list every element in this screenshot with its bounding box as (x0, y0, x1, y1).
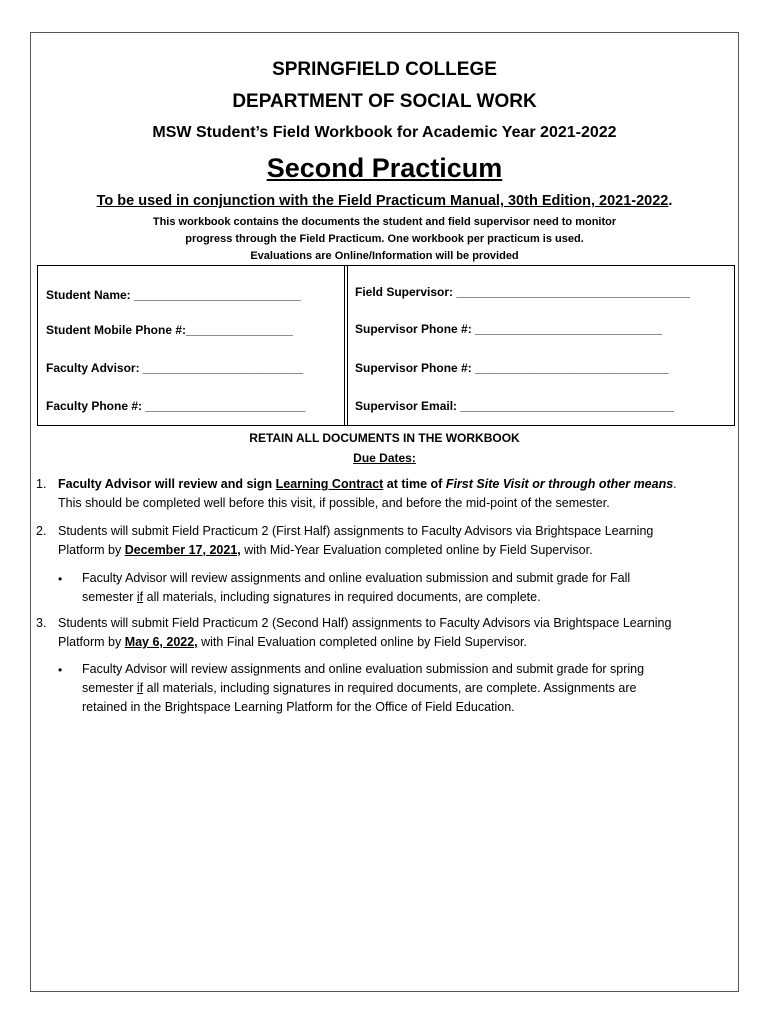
item-2 (58, 522, 738, 560)
bullet-3-line-1: Faculty Advisor will review assignments and online evaluation submission and submit grade for spring (82, 662, 645, 676)
item-1 (58, 475, 738, 513)
may-date-text: May 6, 2022, (124, 635, 198, 649)
item-number-2: 2. (36, 524, 47, 538)
manual-note-text: To be used in conjunction with the Field Practicum Manual, 30th Edition, 2021-2022 (96, 193, 669, 209)
page-title-text: Second Practicum (266, 153, 503, 183)
item-1-period: . (673, 477, 677, 491)
desc-line-1: This workbook contains the documents the student and field supervisor need to monitor (152, 216, 617, 228)
bullet-2: • (58, 572, 63, 586)
faculty-advisor-field[interactable]: Faculty Advisor: ________________________ (46, 361, 304, 375)
due-dates-label: Due Dates (353, 451, 412, 465)
item-1-line-2: This should be completed well before this visit, if possible, and before the mid-point of the semester. (58, 496, 610, 510)
item-3-part-a: Platform by (58, 635, 125, 649)
supervisor-phone-field-1[interactable]: Supervisor Phone #: ____________________________ (355, 322, 662, 336)
college-name: SPRINGFIELD COLLEGE (272, 59, 497, 80)
desc-line-2: progress through the Field Practicum. One workbook per practicum is used. (185, 233, 584, 245)
december-date-text: December 17, 2021, (124, 543, 241, 557)
student-name-field[interactable]: Student Name: _________________________ (46, 288, 301, 302)
bullet-2-part-a: semester (82, 590, 137, 604)
due-dates-heading (31, 451, 738, 465)
bullet-item-3 (82, 660, 738, 717)
page-title (31, 153, 738, 184)
manual-note (31, 193, 738, 209)
box-divider-inner (347, 266, 348, 425)
supervisor-phone-field-2[interactable]: Supervisor Phone #: _____________________________ (355, 361, 669, 375)
document-page (30, 32, 739, 992)
field-supervisor-field[interactable]: Field Supervisor: ___________________________________ (355, 285, 690, 299)
retain-notice: RETAIN ALL DOCUMENTS IN THE WORKBOOK (249, 431, 520, 445)
item-3-part-c: with Final Evaluation completed online by Field Supervisor. (197, 635, 527, 649)
bullet-item-2 (82, 569, 738, 607)
item-2-part-a: Platform by (58, 543, 125, 557)
supervisor-email-field[interactable]: Supervisor Email: ________________________________ (355, 399, 674, 413)
bullet-3-part-a: semester (82, 681, 137, 695)
bullet-2-line-1: Faculty Advisor will review assignments and online evaluation submission and submit grade for Fall (82, 571, 631, 585)
bullet-3-if: if (136, 681, 144, 695)
learning-contract-text: Learning Contract (275, 477, 384, 491)
workbook-description (31, 214, 738, 265)
item-2-part-c: with Mid-Year Evaluation completed online by Field Supervisor. (240, 543, 593, 557)
desc-line-3: Evaluations are Online/Information will be provided (250, 250, 519, 262)
bullet-2-if: if (136, 590, 144, 604)
item-3-line-1: Students will submit Field Practicum 2 (Second Half) assignments to Faculty Advisors via Brightspace Learning (58, 616, 672, 630)
bullet-3-part-c: all materials, including signatures in required documents, are complete. Assignments are (143, 681, 637, 695)
due-dates-colon: : (411, 451, 416, 465)
item-number-3: 3. (36, 616, 47, 630)
manual-note-period: . (668, 193, 673, 209)
item-1-part-c: at time of (383, 477, 446, 491)
student-phone-field[interactable]: Student Mobile Phone #:________________ (46, 323, 293, 337)
bullet-2-part-c: all materials, including signatures in required documents, are complete. (143, 590, 541, 604)
bullet-3-line-3: retained in the Brightspace Learning Platform for the Office of Field Education. (82, 700, 515, 714)
item-number-1: 1. (36, 477, 47, 491)
item-2-line-1: Students will submit Field Practicum 2 (First Half) assignments to Faculty Advisors via Brightspace Learning (58, 524, 654, 538)
workbook-subtitle: MSW Student’s Field Workbook for Academic Year 2021-2022 (152, 124, 617, 141)
bullet-3: • (58, 663, 63, 677)
box-divider (344, 266, 345, 425)
item-1-part-a: Faculty Advisor will review and sign (58, 477, 276, 491)
first-site-visit-text: First Site Visit or through other means (445, 477, 674, 491)
item-3 (58, 614, 738, 652)
faculty-phone-field[interactable]: Faculty Phone #: ________________________ (46, 399, 306, 413)
department-name: DEPARTMENT OF SOCIAL WORK (232, 91, 537, 112)
contact-info-box (37, 265, 735, 426)
